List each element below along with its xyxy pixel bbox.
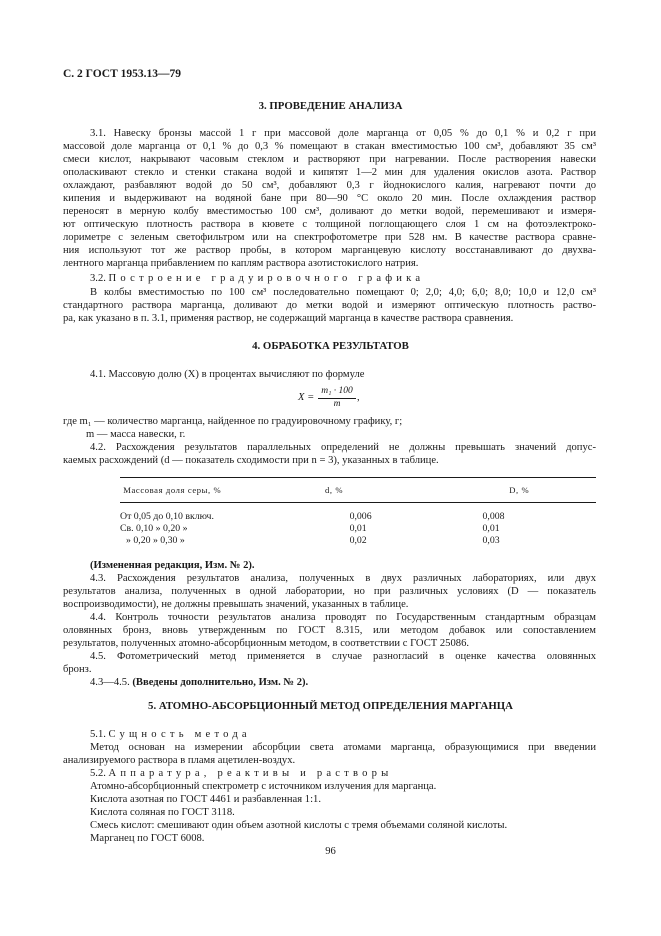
subsection-title: Аппаратура, реактивы и растворы — [108, 768, 393, 779]
text-line: массовой доле марганца от 0,1 % до 0,3 % помещают в стакан вместимостью 100 см³, добавляют 35 см³ — [63, 141, 596, 152]
text-line: ния используют тот же раствор пробы, в котором марганцевую кислоту восстанавливают до двухва- — [63, 245, 596, 256]
table-cell: 0,01 — [349, 523, 367, 534]
text-line: лориметре с зеленым светофильтром или на спектрофотометре при 528 нм. В качестве раствора сравне- — [63, 232, 596, 243]
subsection-number: 5.1. — [90, 729, 106, 740]
list-item: Кислота соляная по ГОСТ 3118. — [90, 807, 235, 818]
text-line: 4.3. Расхождения результатов анализа, полученных в двух различных лабораториях, или двух — [90, 573, 596, 584]
amendment-note — [90, 676, 308, 689]
text-line: бронз. — [63, 664, 92, 675]
table-cell: 0,03 — [482, 535, 500, 546]
text-line: каемых расхождений (d — показатель сходимости при n = 3), указанных в таблице. — [63, 455, 439, 466]
page-header: С. 2 ГОСТ 1953.13—79 — [63, 68, 182, 80]
formula-lhs: X = — [298, 392, 315, 403]
text-line: стандартного раствора марганца, доливают до метки водой и измеряют оптическую плотность раство- — [63, 300, 596, 311]
formula-tail: , — [357, 392, 360, 403]
tolerance-table — [120, 477, 596, 547]
text-line: ют оптическую плотность раствора в кювете с толщиной поглощающего слоя 1 см на фотоэлектроко- — [63, 219, 596, 230]
column-header: Массовая доля серы, % — [120, 478, 226, 503]
where-line-1: где m₁ — количество марганца, найденное по градуировочному графику, г; — [63, 416, 403, 427]
table-cell: От 0,05 до 0,10 включ. — [120, 511, 214, 522]
table-row — [120, 511, 596, 523]
table-cell: 0,006 — [349, 511, 372, 522]
table-cell: 0,02 — [349, 535, 367, 546]
text-line: 4.2. Расхождения результатов параллельных определений не должны превышать значений допус- — [90, 442, 596, 453]
text-line: оловянных бронз, вновь утвержденным по ГОСТ 8.315, или методом добавок или сопоставлением — [63, 625, 596, 636]
formula-numerator: m₁ · 100 — [321, 386, 353, 396]
text-line: ополаскивают стекло и стенки стакана водой и кипятят 1—2 мин для удаления окислов азота. Раствор — [63, 167, 596, 178]
text-line: анализируемого раствора в пламя ацетилен-воздух. — [63, 755, 296, 766]
subsection-number: 5.2. — [90, 768, 106, 779]
text-line: 3.1. Навеску бронзы массой 1 г при массовой доле марганца от 0,05 % до 0,1 % и 0,2 г при — [90, 128, 596, 139]
subsection-5-2-title — [90, 767, 392, 780]
section-4-heading: 4. ОБРАБОТКА РЕЗУЛЬТАТОВ — [252, 340, 409, 352]
table-cell: 0,01 — [482, 523, 500, 534]
table-cell: 0,008 — [482, 511, 505, 522]
table-cell: » 0,20 » 0,30 » — [126, 535, 185, 546]
subsection-5-1-title — [90, 728, 251, 741]
text-line: переносят в мерную колбу вместимостью 100 см³, доливают до метки водой, перемешивают и измеря- — [63, 206, 596, 217]
text-line: кипения и выдерживают на водяной бане при 80—90 °С около 20 мин. После охлаждения раствор — [63, 193, 596, 204]
subsection-number: 3.2. — [90, 273, 106, 284]
subsection-3-2-title — [90, 272, 424, 285]
list-item: Смесь кислот: смешивают один объем азотной кислоты с тремя объемами соляной кислоты. — [90, 820, 508, 831]
column-header: d, % — [226, 478, 443, 503]
column-header: D, % — [442, 478, 596, 503]
table-header-row — [120, 478, 596, 503]
subsection-title: Построение градуировочного графика — [108, 273, 425, 284]
text-line: ра, как указано в п. 3.1, применяя раствор, не содержащий марганца в качестве раствора сравнения. — [63, 313, 514, 324]
list-item: Марганец по ГОСТ 6008. — [90, 833, 205, 844]
list-item: Атомно-абсорбционный спектрометр с источником излучения для марганца. — [90, 781, 437, 792]
table-cell: Св. 0,10 » 0,20 » — [120, 523, 188, 534]
note-prefix: 4.3—4.5. — [90, 677, 130, 688]
text-line: лентного марганца прибавлением по каплям раствора азотистокислого натрия. — [63, 258, 419, 269]
text-line: охлаждают, разбавляют водой до 50 см³, добавляют 0,3 г йоднокислого калия, нагревают почти до — [63, 180, 596, 191]
page-number: 96 — [325, 846, 336, 857]
table-row — [120, 535, 596, 547]
formula-denominator: m — [333, 399, 341, 409]
section-5-heading: 5. АТОМНО-АБСОРБЦИОННЫЙ МЕТОД ОПРЕДЕЛЕНИЯ МАРГАНЦА — [148, 700, 513, 712]
text-line: результатов анализа, полученных в одной лаборатории, но при различных условиях (D — показатель — [63, 586, 596, 597]
note-text: (Введены дополнительно, Изм. № 2). — [132, 677, 309, 688]
subsection-title: Сущность метода — [108, 729, 251, 740]
text-line: смеси кислот, накрывают часовым стеклом и растворяют при нагревании. После растворения навески — [63, 154, 596, 165]
edit-note: (Измененная редакция, Изм. № 2). — [90, 560, 255, 571]
section-3-heading: 3. ПРОВЕДЕНИЕ АНАЛИЗА — [258, 100, 403, 112]
text-line: Метод основан на измерении абсорбции света атомами марганца, образующимися при введении — [90, 742, 596, 753]
text-line: 4.5. Фотометрический метод применяется в случае разногласий в оценке качества оловянных — [90, 651, 596, 662]
where-line-2: m — масса навески, г. — [86, 429, 186, 440]
text-line: В колбы вместимостью по 100 см³ последовательно помещают 0; 2,0; 4,0; 6,0; 8,0; 10,0 и 12,0 см³ — [90, 287, 596, 298]
text-line: воспроизводимости), не должны превышать значений, указанных в таблице. — [63, 599, 409, 610]
list-item: Кислота азотная по ГОСТ 4461 и разбавленная 1:1. — [90, 794, 321, 805]
paragraph-4-1: 4.1. Массовую долю (X) в процентах вычисляют по формуле — [90, 369, 365, 380]
text-line: 4.4. Контроль точности результатов анализа проводят по Государственным стандартным образцам — [90, 612, 596, 623]
table-row — [120, 523, 596, 535]
text-line: результатов, полученных атомно-абсорбционным методом, в соответствии с ГОСТ 25086. — [63, 638, 470, 649]
